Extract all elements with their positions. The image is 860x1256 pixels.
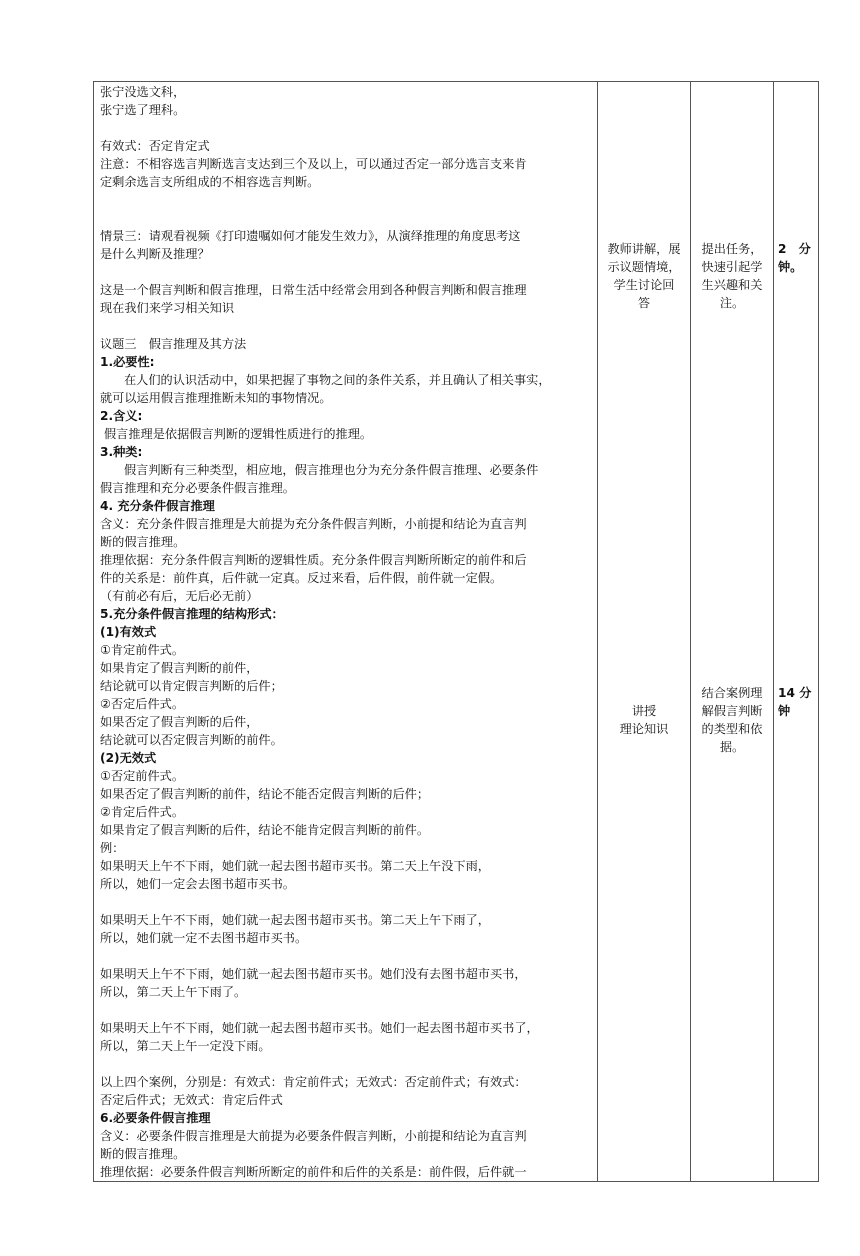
text-line: 断的假言推理。 [100,535,186,549]
text-line: (2)无效式 [100,751,157,765]
text-line: 的类型和依 [701,722,763,736]
text-line: 如果明天上午不下雨，她们就一起去图书超市买书。她们一起去图书超市买书了， [100,1021,539,1035]
text-line: 讲授 [631,704,657,718]
text-line: （有前必有后，无后必无前） [100,589,259,603]
time-1 [778,240,818,276]
text-line: 议题三 假言推理及其方法 [100,337,247,351]
blank-line [100,119,593,137]
text-line: 4. 充分条件假言推理 [100,499,215,513]
teacher-activity-cell [598,82,691,1182]
text-line: 学生讨论回 [613,278,675,292]
text-line: 有效式：否定肯定式 [100,139,210,153]
text-line: 如果否定了假言判断的前件，结论不能否定假言判断的后件； [100,787,430,801]
text-line: 答 [637,296,651,310]
text-line: 5.充分条件假言推理的结构形式： [100,607,284,621]
blank-line [100,947,593,965]
text-line: 所以，第二天上午一定没下雨。 [100,1039,271,1053]
text-line: 结论就可以否定假言判断的前件。 [100,733,283,747]
time-cell [774,82,819,1182]
text-line: 据。 [719,740,745,754]
text-line: 示议题情境， [607,260,681,274]
design-intent-cell [691,82,774,1182]
text-line: 6.必要条件假言推理 [100,1111,211,1125]
text-line: ①肯定前件式。 [100,643,185,657]
blank-line [100,209,593,227]
text-line: 如果明天上午不下雨，她们就一起去图书超市买书。第二天上午没下雨， [100,859,490,873]
text-line: 结论就可以肯定假言判断的后件； [100,679,283,693]
text-line: 所以，第二天上午下雨了。 [100,985,247,999]
text-line: 张宁没选文科， [100,85,186,99]
content-lines [100,83,593,1181]
blank-line [100,1055,593,1073]
text-line: 件的关系是：前件真，后件就一定真。反过来看，后件假，前件就一定假。 [100,571,503,585]
text-line: 就可以运用假言推理推断未知的事物情况。 [100,391,332,405]
text-line: 在人们的认识活动中，如果把握了事物之间的条件关系，并且确认了相关事实， [124,373,551,387]
text-line: 如果肯定了假言判断的前件， [100,661,259,675]
text-line: 这是一个假言判断和假言推理，日常生活中经常会用到各种假言判断和假言推理 [100,283,527,297]
text-line: 否定后件式；无效式：肯定后件式 [100,1093,283,1107]
text-line: 1.必要性: [100,355,155,369]
text-line: 提出任务， [701,242,763,256]
table-row [94,82,819,1182]
text-line: 推理依据：充分条件假言判断的逻辑性质。充分条件假言判断所断定的前件和后 [100,553,527,567]
text-line: 断的假言推理。 [100,1147,186,1161]
text-line: 所以，她们就一定不去图书超市买书。 [100,931,308,945]
teacher-activity-2 [598,702,690,738]
design-intent-1 [691,240,773,312]
text-line: 教师讲解，展 [607,242,681,256]
blank-line [100,317,593,335]
text-line: 张宁选了理科。 [100,103,186,117]
text-line: (1)有效式 [100,625,157,639]
content-cell [94,82,598,1182]
text-line: 3.种类: [100,445,143,459]
text-line: 推理依据：必要条件假言判断所断定的前件和后件的关系是：前件假，后件就一 [100,1165,527,1179]
text-line: 是什么判断及推理？ [100,247,210,261]
text-line: 14 分 [778,686,812,700]
text-line: 快速引起学 [701,260,763,274]
blank-line [100,893,593,911]
text-line: 如果肯定了假言判断的后件，结论不能肯定假言判断的前件。 [100,823,430,837]
text-line: 结合案例理 [701,686,763,700]
text-line: ②否定后件式。 [100,697,185,711]
teacher-activity-1 [598,240,690,312]
text-line: 假言判断有三种类型，相应地，假言推理也分为充分条件假言推理、必要条件 [124,463,539,477]
text-line: 假言推理是依据假言判断的逻辑性质进行的推理。 [104,427,373,441]
blank-line [100,263,593,281]
time-2 [778,684,818,720]
text-line: 以上四个案例，分别是：有效式：肯定前件式；无效式：否定前件式；有效式： [100,1075,527,1089]
design-intent-2 [691,684,773,756]
text-line: 所以，她们一定会去图书超市买书。 [100,877,295,891]
text-line: 现在我们来学习相关知识 [100,301,235,315]
text-line: 如果明天上午不下雨，她们就一起去图书超市买书。第二天上午下雨了， [100,913,490,927]
text-line: 注意：不相容选言判断选言支达到三个及以上，可以通过否定一部分选言支来肯 [100,157,527,171]
text-line: 如果明天上午不下雨，她们就一起去图书超市买书。她们没有去图书超市买书， [100,967,527,981]
text-line: 含义：必要条件假言推理是大前提为必要条件假言判断，小前提和结论为直言判 [100,1129,527,1143]
text-line: 2.含义: [100,409,143,423]
text-line: 例： [100,841,125,855]
text-line: 理论知识 [619,722,669,736]
lesson-plan-table [93,81,819,1182]
text-line: 注。 [719,296,745,310]
text-line: 情景三：请观看视频《打印遗嘱如何才能发生效力》，从演绎推理的角度思考这 [100,229,521,243]
text-line: 2 分 [778,242,811,256]
text-line: ①否定前件式。 [100,769,185,783]
text-line: 钟 [778,704,791,718]
text-line: 生兴趣和关 [701,278,763,292]
text-line: 如果否定了假言判断的后件， [100,715,259,729]
text-line: 解假言判断 [701,704,763,718]
text-line: 含义：充分条件假言推理是大前提为充分条件假言判断，小前提和结论为直言判 [100,517,527,531]
blank-line [100,1001,593,1019]
text-line: 钟。 [778,260,803,274]
text-line: 假言推理和充分必要条件假言推理。 [100,481,295,495]
text-line: ②肯定后件式。 [100,805,185,819]
text-line: 定剩余选言支所组成的不相容选言判断。 [100,175,320,189]
blank-line [100,191,593,209]
